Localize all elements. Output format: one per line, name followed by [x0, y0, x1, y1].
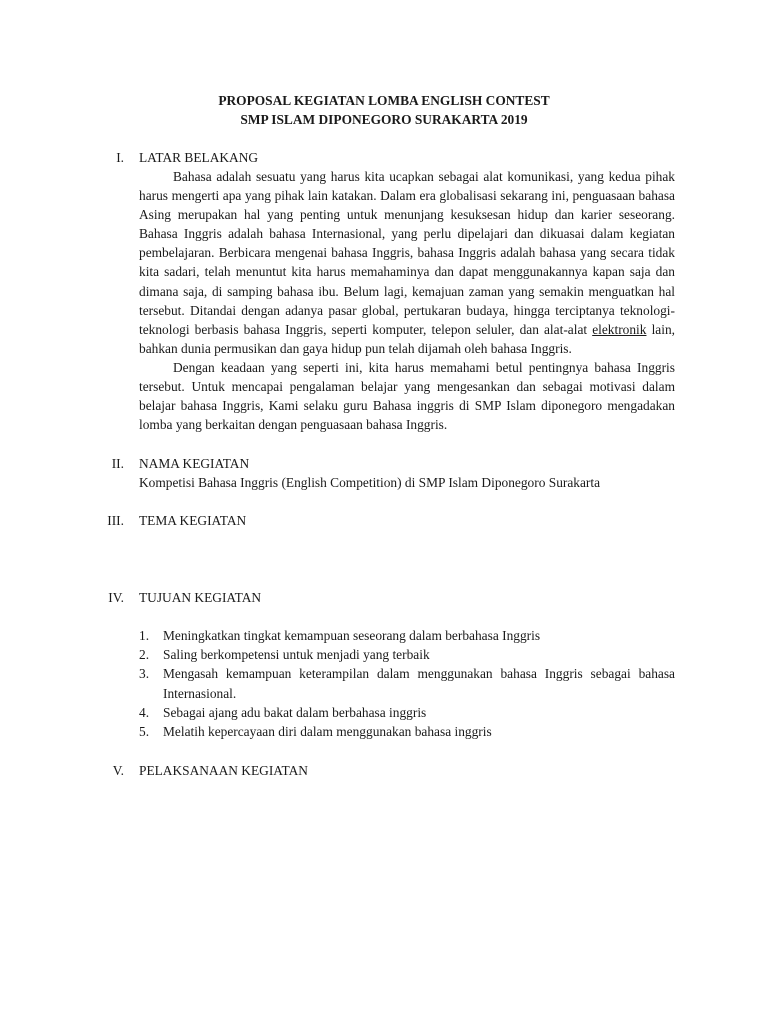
section-heading-tujuan-kegiatan: TUJUAN KEGIATAN [139, 590, 262, 605]
latar-belakang-body [139, 167, 675, 434]
list-item [139, 626, 675, 645]
section-numeral: IV. [108, 590, 124, 605]
list-item-number: 1. [139, 628, 150, 643]
list-item [139, 645, 675, 664]
underlined-word: elektronik [592, 321, 647, 337]
latar-belakang-paragraph-1 [139, 167, 675, 358]
list-item [139, 722, 675, 741]
paragraph-text: lain, bahkan dunia permusikan dan gaya hidup pun telah dijamah oleh bahasa Inggris. [139, 321, 675, 356]
document-title-line-1: PROPOSAL KEGIATAN LOMBA ENGLISH CONTEST [218, 93, 550, 108]
list-item [139, 664, 675, 702]
section-numeral: II. [111, 456, 124, 471]
section-heading-tema-kegiatan: TEMA KEGIATAN [139, 513, 247, 528]
section-numeral: I. [116, 150, 124, 165]
list-item-text: Mengasah kemampuan keterampilan dalam menggunakan bahasa Inggris sebagai bahasa Internasional. [163, 666, 675, 701]
section-numeral: V. [112, 763, 124, 778]
section-numeral: III. [107, 513, 124, 528]
list-item-text: Saling berkompetensi untuk menjadi yang terbaik [163, 647, 430, 663]
section-heading-pelaksanaan-kegiatan: PELAKSANAAN KEGIATAN [139, 763, 308, 778]
list-item-text: Melatih kepercayaan diri dalam menggunakan bahasa inggris [163, 724, 492, 740]
latar-belakang-paragraph-2: Dengan keadaan yang seperti ini, kita harus memahami betul pentingnya bahasa Inggris tersebut. Untuk mencapai pengalaman belajar yang mengesankan dan sebagai motivasi dalam belajar bahasa Inggris, Kami selaku guru Bahasa inggris di SMP Islam diponegoro mengadakan lomba yang berkaitan dengan penguasaan bahasa Inggris. [139, 359, 675, 433]
list-item-number: 3. [139, 666, 150, 682]
section-heading-latar-belakang: LATAR BELAKANG [139, 150, 259, 165]
list-item-number: 4. [139, 704, 150, 720]
document-title-line-2: SMP ISLAM DIPONEGORO SURAKARTA 2019 [240, 112, 528, 127]
list-item-number: 5. [139, 724, 150, 740]
list-item-text: Sebagai ajang adu bakat dalam berbahasa inggris [163, 704, 427, 720]
section-heading-nama-kegiatan: NAMA KEGIATAN [139, 456, 250, 471]
nama-kegiatan-text: Kompetisi Bahasa Inggris (English Competition) di SMP Islam Diponegoro Surakarta [139, 475, 601, 490]
list-item-number: 2. [139, 647, 150, 663]
tujuan-kegiatan-list [139, 626, 675, 741]
paragraph-text: Bahasa adalah sesuatu yang harus kita ucapkan sebagai alat komunikasi, yang kedua pihak harus mengerti apa yang pihak lain katakan. Dalam era globalisasi sekarang ini, penguasaan bahasa Asing merupakan hal yang penting untuk menunjang kesuksesan hidup dan karier seseorang. Bahasa Inggris adalah bahasa Internasional, yang perlu dipelajari dan dikuasai dalam kegiatan pembelajaran. Berbicara mengenai bahasa Inggris, bahasa Inggris adalah bahasa yang secara tidak kita sadari, telah menuntut kita harus memahaminya dan dapat menggunakannya kapan saja dan dimana saja, di samping bahasa ibu. Belum lagi, kemajuan zaman yang semakin menguatkan hal tersebut. Ditandai dengan adanya pasar global, pertukaran budaya, hingga terciptanya teknologi-teknologi berbasis bahasa Inggris, seperti komputer, telepon seluler, dan alat-alat [139, 169, 675, 337]
list-item [139, 703, 675, 722]
list-item-text: Meningkatkan tingkat kemampuan seseorang dalam berbahasa Inggris [163, 628, 541, 643]
